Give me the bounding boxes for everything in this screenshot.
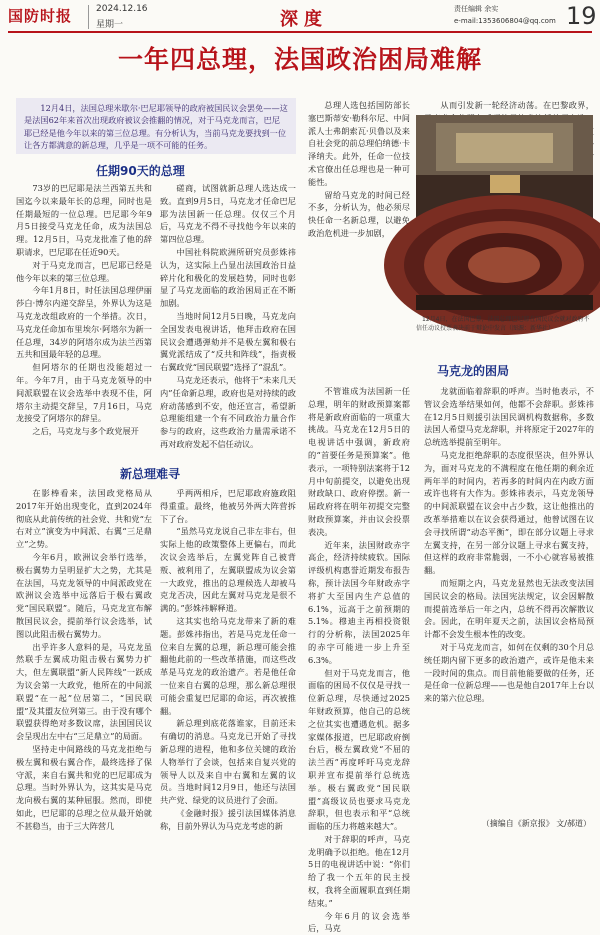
headline: 一年四总理，法国政治困局难解 bbox=[117, 45, 482, 74]
section-heading-term: 任期90天的总理 bbox=[96, 164, 185, 178]
body-paragraph: 总理人选包括国防部长塞巴斯蒂安·勒科尔尼、中间派人士弗朗索瓦·贝鲁以及来自社会党的前总理伯纳德·卡泽纳夫。此外，任命一位技术官僚出任总理也是一种可能性。 bbox=[308, 100, 410, 187]
photo-caption: 12月4日，在法国巴黎，法国总理巴尼耶在国民议会就对政府不信任动议投票表决前于辩论中发言（图源：新华社） bbox=[416, 316, 590, 332]
body-paragraph: “虽然马克龙说自己非左非右，但实际上他的政策整体上更偏右，而此次议会选举后，左翼党阵自己被背叛、被利用了，左翼联盟成为议会第一大政党，推出的总理候选人却被马克龙否决，因此左翼对马克龙是很不满的。”彭姝祎解释道。 bbox=[160, 526, 296, 614]
body-paragraph: 这其实也给马克龙带来了新的难题。彭姝祎指出，若是马克龙任命一位来自左翼的总理，新总理可能会推翻他此前的一些改革措施，而这些改革是马克龙的政治遗产。若是他任命一位来自右翼的总理，那么新总理很可能会重复巴尼耶的命运，再次被推翻。 bbox=[160, 615, 296, 716]
body-paragraph: 之后，马克龙与多个政党展开 bbox=[32, 426, 139, 437]
body-paragraph: 乎两两相斥，巴尼耶政府施政阻得重重。最终，他被另外两大阵营拆下了台。 bbox=[160, 488, 296, 524]
body-paragraph: 龙就面临着辞职的呼声。当时他表示，不管议会选举结果如何，他都不会辞职。彭姝祎在12月5日则援引法国民调机构数据称，多数法国人希望马克龙辞职，并将原定于2027年的总统选举提前至明年。 bbox=[424, 386, 594, 448]
column-3-top bbox=[308, 99, 410, 238]
body-paragraph: 坚持走中间路线的马克龙拒绝与极左翼和极右翼合作，最终选择了保守派，来自右翼共和党的巴尼耶成为总理。当时外界认为，这其实是马克龙向极右翼的某种屈服。然而，即使如此，巴尼耶的总理之位从最开始就不甚稳当，由于三大阵营几 bbox=[16, 743, 152, 831]
header-divider bbox=[88, 5, 89, 29]
body-paragraph: 73岁的巴尼耶是法兰西第五共和国迄今以来最年长的总理，同时也是任期最短的一位总理。巴尼耶今年9月5日接受马克龙任命，成为法国总理。12月5日，马克龙批准了他的辞职请求，巴尼耶在任近90天。 bbox=[16, 183, 152, 257]
assembly-chamber-image bbox=[416, 115, 593, 310]
body-paragraph: 今年6月，欧洲议会举行选举，极右翼势力呈明显扩大之势，尤其是在法国，马克龙领导的中间派政党在欧洲议会选举中远落后于极右翼政党“国民联盟”。随后，马克龙宣布解散国民议会，提前举行议会选举，试图以此阻击极右翼势力。 bbox=[16, 551, 152, 639]
masthead bbox=[0, 0, 600, 34]
body-paragraph: 今年1月8日，时任法国总理伊丽莎白·博尔内递交辞呈，外界认为这是马克龙改组政府的一个举措。次日，马克龙任命加布里埃尔·阿塔尔为新一任总理，34岁的阿塔尔成为法兰西第五共和国最年轻的总理。 bbox=[16, 285, 152, 360]
source-credit: （摘编自《新京报》 文/郝道） bbox=[481, 819, 591, 828]
body-paragraph: 从而引发新一轮经济动荡。在巴黎政界， bbox=[440, 100, 594, 110]
body-paragraph: 在影棒看来，法国政党格局从2017年开始出现变化，直到2024年彻底从此前传统的社会党、共和党“左右对立”演变为中间派、右翼“三足鼎立”之势。 bbox=[16, 488, 152, 550]
page-number: 19 bbox=[566, 2, 597, 30]
body-paragraph: 但阿塔尔的任期也没能超过一年。今年7月，由于马克龙领导的中间派联盟在议会选举中表现不佳，阿塔尔主动提交辞呈，7月16日，马克龙接受了阿塔尔的辞呈。 bbox=[16, 362, 152, 424]
body-paragraph: 对于马克龙而言，如何在仅剩的30个月总统任期内留下更多的政治遗产，或许是他未来一段时间的焦点。而目前他能要做的任务，还是任命一位新总理——也是他自2017年上台以来的第六位总理。 bbox=[424, 641, 594, 704]
newspaper-logo: 国防时报 bbox=[8, 7, 73, 25]
issue-date: 2024.12.16 bbox=[96, 4, 148, 14]
body-paragraph: 对于辞职的呼声，马克龙明确予以拒绝。他在12月5日的电视讲话中说：“你们给了我一个五年的民主授权，我将全面履职直到任期结束。” bbox=[308, 833, 410, 908]
body-paragraph: 而短期之内，马克龙显然也无法改变法国国民议会的格局。法国宪法规定，议会因解散而提前选举后一年之内，总统不得再次解散议会。因此，在明年夏天之前，法国议会格局预计都不会发生根本性的改变。 bbox=[424, 577, 594, 640]
column-4-bottom bbox=[424, 385, 594, 815]
section-heading-new-pm: 新总理难寻 bbox=[120, 467, 181, 481]
header-rule bbox=[8, 31, 592, 33]
column-1-bottom bbox=[16, 487, 152, 832]
parliament-photo bbox=[416, 115, 593, 310]
body-paragraph: 但对于马克龙而言，他面临的困局不仅仅是寻找一位新总理，尽快通过2025年财政预算，他自己的总统之位其实也遭遇危机。据多家媒体报道，巴尼耶政府倒台后，极左翼政党“不屈的法兰西”再度呼吁马克龙辞职并宣布提前举行总统选举。极右翼政党“国民联盟”高级议员也要求马克龙辞职，但也表示和平“总统面临的压力将越来越大”。 bbox=[308, 667, 410, 832]
body-paragraph: 马克龙拒绝辞职的态度很坚决，但外界认为，面对马克龙的不满程度在他任期的剩余近两年半的时间内，若再多的时间内在内政方面或许也将有大作为。彭姝祎表示，马克龙领导的中间派联盟在议会中占少数，这让他推出的改革举措难以在议会获得通过，他曾试图在议会寻找所谓“动态平衡”，即在部分议题上寻求左翼支持，在另一部分议题上寻求右翼支持，但这样的政府非常脆弱，一不小心就容易被推翻。 bbox=[424, 449, 594, 576]
body-paragraph: 今年6月的议会选举后，马克 bbox=[308, 910, 410, 934]
column-3-bottom bbox=[308, 385, 410, 934]
column-2-bottom bbox=[160, 487, 296, 832]
issue-weekday: 星期一 bbox=[96, 20, 124, 30]
body-paragraph: 出乎许多人意料的是，马克龙虽然联手左翼成功阻击极右翼势力扩大，但左翼联盟“新人民阵线”一跃成为议会第一大政党，他所在的中间派联盟“在一起”位居第二，“国民联盟”及其盟友位列第三。由于没有哪个联盟获得绝对多数议席，法国国民议会呈现出左中右“三足鼎立”的局面。 bbox=[16, 641, 152, 742]
body-paragraph: 近年来，法国财政赤字高企，经济持续疲软。国际评级机构惠誉近期发布报告称，预计法国今年财政赤字将扩大至国内生产总值的6.1%，远高于之前预期的5.1%。穆迪主再相投资银行的分析称，法国2025年的赤字可能进一步上升至6.3%。 bbox=[308, 539, 410, 665]
body-paragraph: 不管谁成为法国新一任总理，明年的财政预算案都将是新政府面临的一项重大挑战。马克龙在12月5日的电视讲话中强调，新政府的“首要任务是预算案”。他表示，一项特别法案将于12月中旬前提交，以避免出现财政缺口、政府停摆。新一届政府将在明年初提交完整财政预算案，并由议会投票表决。 bbox=[308, 386, 410, 537]
body-paragraph: 《金融时报》援引法国媒体消息称，目前外界认为马克龙考虑的新 bbox=[160, 807, 296, 831]
column-2-top bbox=[160, 182, 296, 457]
body-paragraph: 留给马克龙的时间已经不多，分析认为，他必须尽快任命一名新总理，以避免政治危机进一步加剧， bbox=[308, 189, 410, 238]
section-name: 深度 bbox=[280, 9, 328, 30]
editor-credit: 责任编辑 余实 bbox=[454, 5, 499, 13]
body-paragraph: 中国社科院欧洲所研究员彭姝祎认为，这实际上凸显出法国政治日益碎片化和极化的发展趋势，同时也彰显了马克龙面临的政治困局正在不断加剧。 bbox=[160, 246, 296, 309]
body-paragraph: 磋商，试图就新总理人选达成一致。直到9月5日，马克龙才任命巴尼耶为法国新一任总理。仅仅三个月后，马克龙不得不寻找他今年以来的第四位总理。 bbox=[160, 183, 296, 245]
body-paragraph: 当地时间12月5日晚，马克龙向全国发表电视讲话，他拜击政府在国民议会遭遇弹劾并不是极左翼和极右翼党派结成了“反共和阵线”，指责极右翼政党“国民联盟”选择了“混乱”。 bbox=[160, 310, 296, 373]
editor-email: e-mail:1353606804@qq.com bbox=[454, 17, 556, 25]
body-paragraph: 对于马克龙而言，巴尼耶已经是他今年以来的第三位总理。 bbox=[16, 259, 152, 283]
section-heading-dilemma: 马克龙的困局 bbox=[437, 364, 510, 378]
column-1-top bbox=[16, 182, 152, 457]
body-paragraph: 新总理到底花落谁家，目前还未有确切的消息。马克龙已开始了寻找新总理的进程，他和多位关键的政治人物举行了会谈，包括来自复兴党的领导人以及来自中右翼和左翼的议员。当地时间12月9日，他还与法国共产党、绿党的议员进行了会面。 bbox=[160, 718, 296, 806]
lead-paragraph: 12月4日，法国总理米歇尔·巴尼耶领导的政府被国民议会罢免——这是法国62年来首次出现政府被议会推翻的情况，对于马克龙而言，巴尼耶已经是他今年以来的第三位总理。有分析认为，当前马克龙要找到一位让各方都满意的新总理，几乎是一项不可能的任务。 bbox=[24, 103, 288, 151]
body-paragraph: 马克龙还表示，他将于“未来几天内”任命新总理，政府也是对持续的政府动荡感到不安，他还宣言，希望新总理能组建一个有不同政治力量合作参与的政府，这些政治力量需承诺不再对政府发起不信任动议。 bbox=[160, 374, 296, 449]
